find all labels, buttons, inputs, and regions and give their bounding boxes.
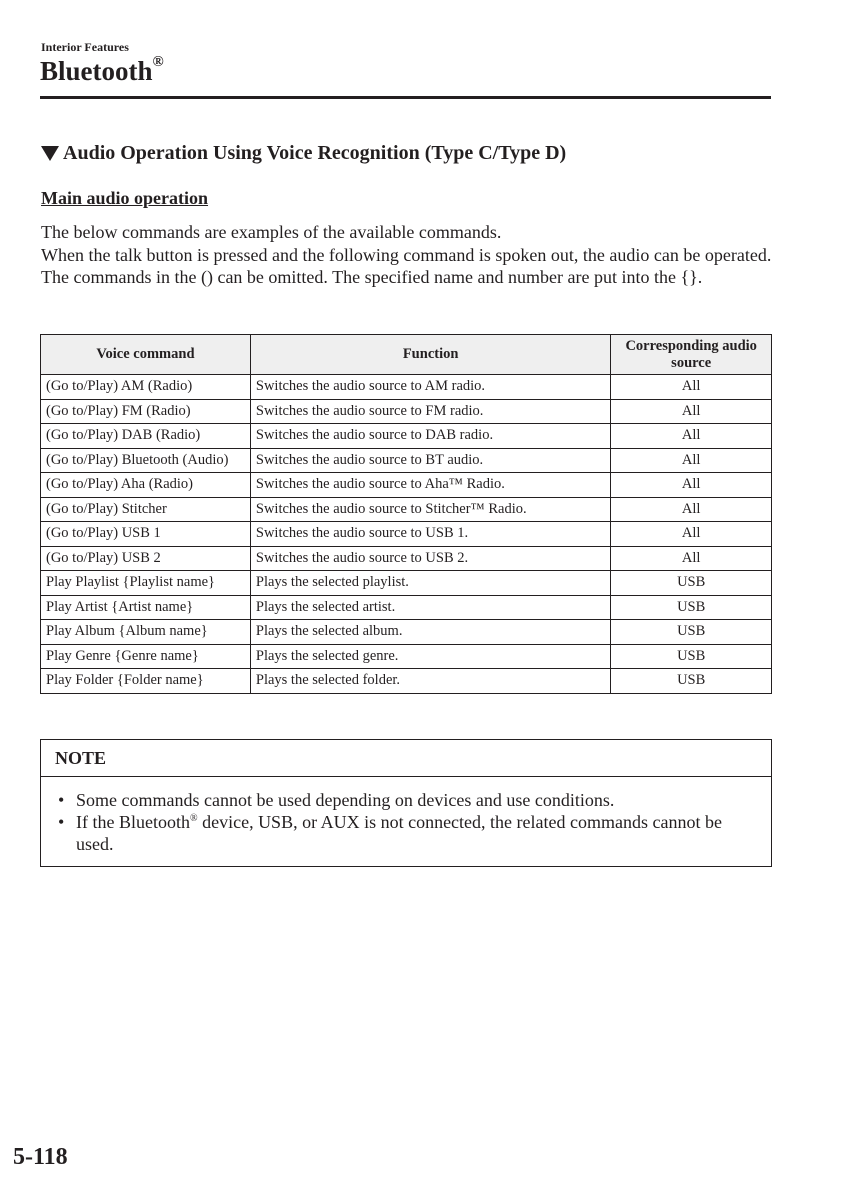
cell-function: Plays the selected genre. [250,644,610,669]
table-row [41,375,772,400]
section-heading [41,140,566,166]
note-title: NOTE [41,740,771,777]
cell-voice-command: (Go to/Play) Aha (Radio) [41,473,251,498]
subheading: Main audio operation [41,188,209,208]
bullet: • [58,790,65,810]
table-row [41,620,772,645]
table-row [41,669,772,694]
cell-function: Switches the audio source to USB 1. [250,522,610,547]
table-row [41,448,772,473]
cell-voice-command: (Go to/Play) Bluetooth (Audio) [41,448,251,473]
table-row [41,497,772,522]
cell-voice-command: Play Artist {Artist name} [41,595,251,620]
cell-function: Plays the selected folder. [250,669,610,694]
cell-audio-source: All [611,522,772,547]
cell-audio-source: All [611,473,772,498]
table-row [41,522,772,547]
triangle-down-icon [41,146,59,161]
cell-function: Plays the selected album. [250,620,610,645]
cell-voice-command: Play Genre {Genre name} [41,644,251,669]
cell-audio-source: All [611,497,772,522]
cell-audio-source: USB [611,620,772,645]
cell-audio-source: USB [611,669,772,694]
intro-text [41,221,776,289]
header-rule [40,96,771,99]
cell-voice-command: (Go to/Play) USB 1 [41,522,251,547]
cell-function: Switches the audio source to Stitcher™ Radio. [250,497,610,522]
cell-audio-source: All [611,399,772,424]
table-row [41,399,772,424]
cell-audio-source: USB [611,595,772,620]
table-body [41,375,772,694]
cell-function: Switches the audio source to USB 2. [250,546,610,571]
cell-voice-command: (Go to/Play) DAB (Radio) [41,424,251,449]
bullet: • [58,812,65,832]
column-header-function: Function [250,335,610,375]
cell-function: Switches the audio source to FM radio. [250,399,610,424]
cell-function: Switches the audio source to Aha™ Radio. [250,473,610,498]
cell-voice-command: (Go to/Play) USB 2 [41,546,251,571]
note-item-text-post: device, USB, or AUX is not connected, the related commands cannot be used. [76,812,722,854]
section-heading-text: Audio Operation Using Voice Recognition (Type C/Type D) [63,142,567,164]
voice-command-table [40,334,772,694]
page-number: 5-118 [13,1144,68,1170]
table-row [41,595,772,620]
cell-voice-command: (Go to/Play) FM (Radio) [41,399,251,424]
cell-audio-source: All [611,375,772,400]
cell-voice-command: (Go to/Play) Stitcher [41,497,251,522]
cell-function: Switches the audio source to BT audio. [250,448,610,473]
note-item [41,811,771,855]
cell-function: Plays the selected playlist. [250,571,610,596]
registered-mark: ® [189,813,198,824]
section-label: Interior Features [41,40,129,54]
cell-function: Switches the audio source to DAB radio. [250,424,610,449]
cell-audio-source: All [611,546,772,571]
table-row [41,473,772,498]
cell-voice-command: Play Playlist {Playlist name} [41,571,251,596]
chapter-title [40,54,164,88]
note-item-text-pre: If the Bluetooth [76,812,190,832]
table-row [41,571,772,596]
cell-audio-source: USB [611,644,772,669]
cell-function: Switches the audio source to AM radio. [250,375,610,400]
chapter-title-text: Bluetooth [40,56,153,86]
registered-mark: ® [152,54,164,70]
table-row [41,644,772,669]
cell-voice-command: (Go to/Play) AM (Radio) [41,375,251,400]
note-list [41,789,771,855]
table-header-row [41,335,772,375]
column-header-audio-source: Corresponding audio source [611,335,772,375]
note-item-text: Some commands cannot be used depending on devices and use conditions. [76,790,615,810]
table-row [41,546,772,571]
cell-function: Plays the selected artist. [250,595,610,620]
cell-audio-source: USB [611,571,772,596]
cell-voice-command: Play Folder {Folder name} [41,669,251,694]
note-item [41,789,771,811]
note-box [40,739,772,867]
cell-voice-command: Play Album {Album name} [41,620,251,645]
intro-line-2: When the talk button is pressed and the following command is spoken out, the audio can be operated. The commands in the () can be omitted. The specified name and number are put into the {}. [41,244,772,288]
cell-audio-source: All [611,448,772,473]
cell-audio-source: All [611,424,772,449]
column-header-voice-command: Voice command [41,335,251,375]
table-row [41,424,772,449]
intro-line-1: The below commands are examples of the available commands. [41,222,502,242]
